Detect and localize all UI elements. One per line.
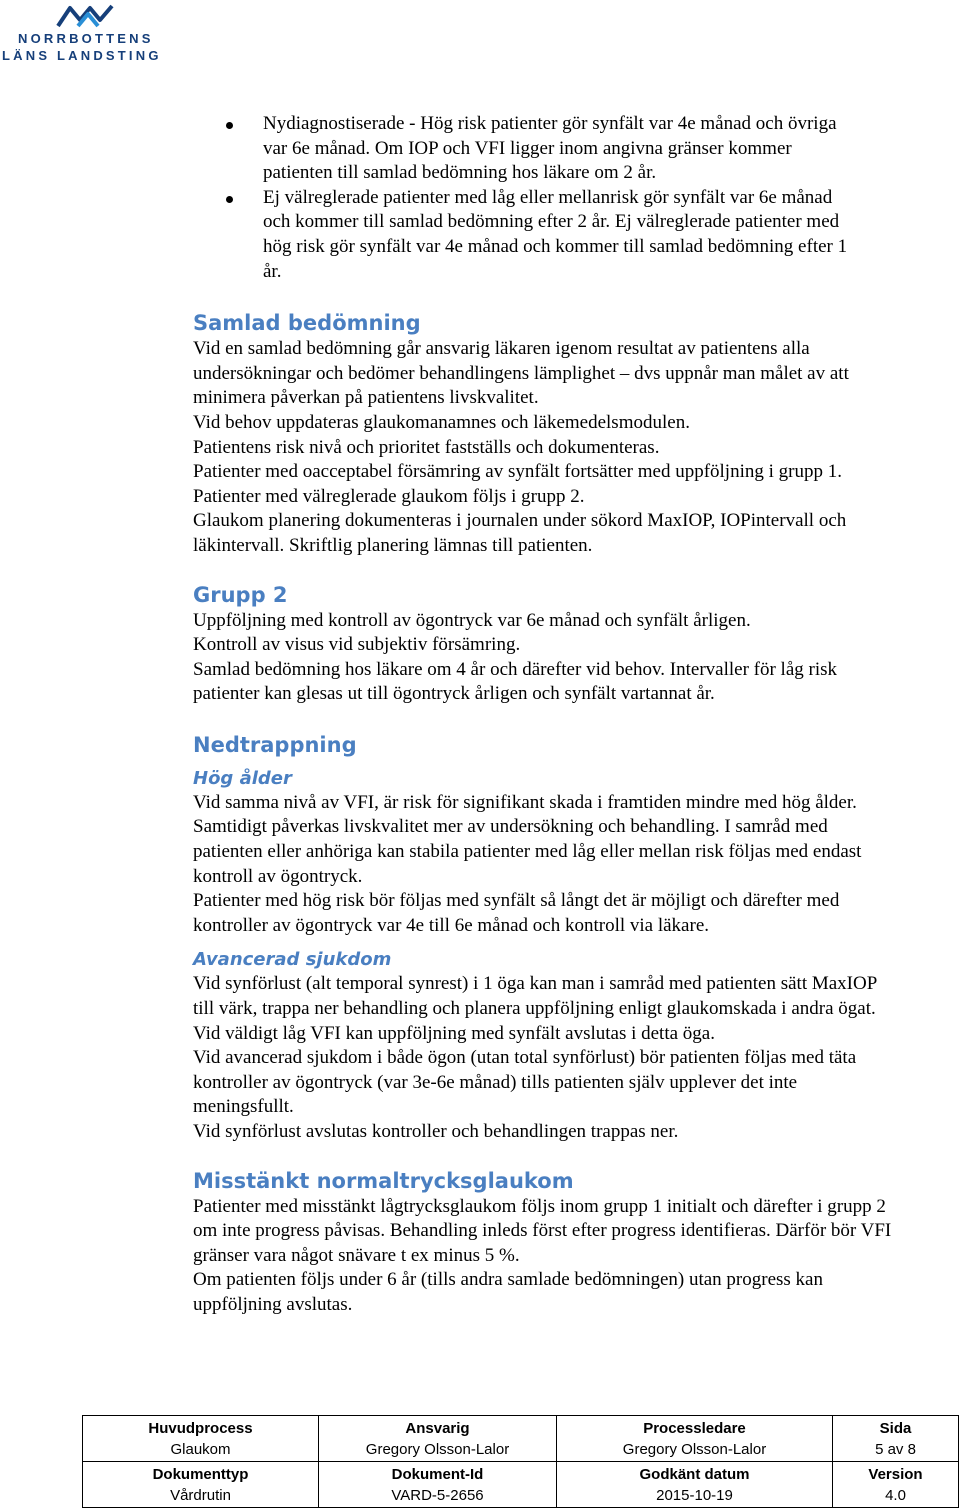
footer-value: 4.0: [885, 1487, 906, 1504]
bullet-list: [263, 112, 863, 284]
footer-value: Vårdrutin: [170, 1487, 231, 1504]
footer-cell-version: [833, 1462, 959, 1508]
paragraph: Vid behov uppdateras glaukomanamnes och läkemedelsmodulen.: [193, 411, 690, 433]
footer-label: Dokumenttyp: [152, 1466, 249, 1483]
section-heading-samlad: Samlad bedömning: [193, 311, 421, 336]
footer-label: Dokument-Id: [391, 1466, 484, 1483]
footer-cell-godkant-datum: [557, 1462, 833, 1508]
footer-label: Sida: [879, 1420, 912, 1437]
footer-cell-dokumenttyp: [83, 1462, 319, 1508]
paragraph: Vid samma nivå av VFI, är risk för signifikant skada i framtiden mindre med hög ålder. Samtidigt påverkas livskvalitet mer av undersökning och behandling. I samråd med patienten eller anhöriga kan stabila patienter med låg eller mellan risk följas med endast kontroll av ögontryck.: [193, 791, 862, 887]
footer-cell-sida: [833, 1416, 959, 1462]
paragraph: Glaukom planering dokumenteras i journalen under sökord MaxIOP, IOPintervall och läkintervall. Skriftlig planering lämnas till patienten.: [193, 510, 847, 556]
list-item: Ej välreglerade patienter med låg eller mellanrisk gör synfält var 6e månad och kommer till samlad bedömning efter 2 år. Ej välreglerade patienter med hög risk gör synfält var 4e månad och kommer till samlad bedömning efter 1 år.: [263, 186, 863, 284]
section-heading-grupp2: Grupp 2: [193, 582, 288, 607]
footer-value: Glaukom: [170, 1441, 231, 1458]
footer-label: Processledare: [643, 1420, 746, 1437]
footer-value: Gregory Olsson-Lalor: [365, 1441, 510, 1458]
subsection-heading-hog-alder: Hög ålder: [193, 767, 292, 789]
logo-text-line2: LÄNS LANDSTING: [2, 48, 162, 63]
footer-value: Gregory Olsson-Lalor: [622, 1441, 767, 1458]
footer-label: Huvudprocess: [148, 1420, 253, 1437]
paragraph: Patientens risk nivå och prioritet fastställs och dokumenteras.: [193, 436, 660, 458]
table-row: [83, 1416, 959, 1462]
footer-cell-processledare: [557, 1416, 833, 1462]
footer-label: Ansvarig: [405, 1420, 470, 1437]
paragraph: Vid synförlust avslutas kontroller och behandlingen trappas ner.: [193, 1121, 679, 1142]
logo-mark-icon: [56, 4, 116, 28]
footer-value: VARD-5-2656: [391, 1487, 484, 1504]
paragraph: Patienter med misstänkt lågtrycksglaukom följs inom grupp 1 initialt och därefter i grupp 2 om inte progress påvisas. Behandling inleds först efter progress identifieras. Därför bör VFI gränser vara något snävare t ex minus 5 %.: [193, 1195, 892, 1266]
document-footer-table: [82, 1415, 959, 1508]
paragraph: Vid en samlad bedömning går ansvarig läkaren igenom resultat av patientens alla undersökningar och bedömer behandlingens lämplighet – dvs uppnår man målet av att minimera påverkan på patientens livskvalitet.: [193, 338, 849, 409]
paragraph: Vid väldigt låg VFI kan uppföljning med synfält avslutas i detta öga.: [193, 1022, 715, 1044]
section-heading-nedtrappning: Nedtrappning: [193, 732, 357, 757]
paragraph: Samlad bedömning hos läkare om 4 år och därefter vid behov. Intervaller för låg risk patienter kan glesas ut till ögontryck årligen och synfält vartannat år.: [193, 658, 838, 705]
list-item: Nydiagnostiserade - Hög risk patienter gör synfält var 4e månad och övriga var 6e månad. Om IOP och VFI ligger inom angivna gränser kommer patienten till samlad bedömning hos läkare om 2 år.: [263, 112, 863, 186]
footer-cell-huvudprocess: [83, 1416, 319, 1462]
section-heading-misstankt: Misstänkt normaltrycksglaukom: [193, 1168, 574, 1193]
footer-cell-ansvarig: [319, 1416, 557, 1462]
subsection-heading-avancerad: Avancerad sjukdom: [193, 949, 392, 971]
footer-value: 2015-10-19: [656, 1487, 733, 1504]
paragraph: Om patienten följs under 6 år (tills andra samlade bedömningen) utan progress kan uppföljning avslutas.: [193, 1269, 823, 1315]
organization-logo: [0, 0, 170, 66]
paragraph: Vid avancerad sjukdom i både ögon (utan total synförlust) bör patienten följas med täta kontroller av ögontryck (var 3e-6e månad) tills patienten själv upplever det inte meningsfullt.: [193, 1047, 857, 1118]
paragraph: Patienter med hög risk bör följas med synfält så långt det är möjligt och därefter med kontroller av ögontryck var 4e till 6e månad och kontroll via läkare.: [193, 890, 840, 936]
footer-cell-dokument-id: [319, 1462, 557, 1508]
logo-text-line1: NORRBOTTENS: [18, 31, 154, 46]
footer-value: 5 av 8: [875, 1441, 916, 1458]
table-row: [83, 1462, 959, 1508]
footer-label: Godkänt datum: [639, 1466, 750, 1483]
footer-label: Version: [868, 1466, 923, 1483]
document-body: [193, 112, 893, 1318]
paragraph: Vid synförlust (alt temporal synrest) i 1 öga kan man i samråd med patienten sätt MaxIOP till värk, trappa ner behandling och planera uppföljning enligt glaukomskada i andra ögat.: [193, 973, 877, 1020]
paragraph: Kontroll av visus vid subjektiv försämring.: [193, 634, 521, 656]
paragraph: Uppföljning med kontroll av ögontryck var 6e månad och synfält årligen.: [193, 609, 751, 631]
paragraph: Patienter med oacceptabel försämring av synfält fortsätter med uppföljning i grupp 1. Patienter med välreglerade glaukom följs i grupp 2.: [193, 461, 842, 507]
